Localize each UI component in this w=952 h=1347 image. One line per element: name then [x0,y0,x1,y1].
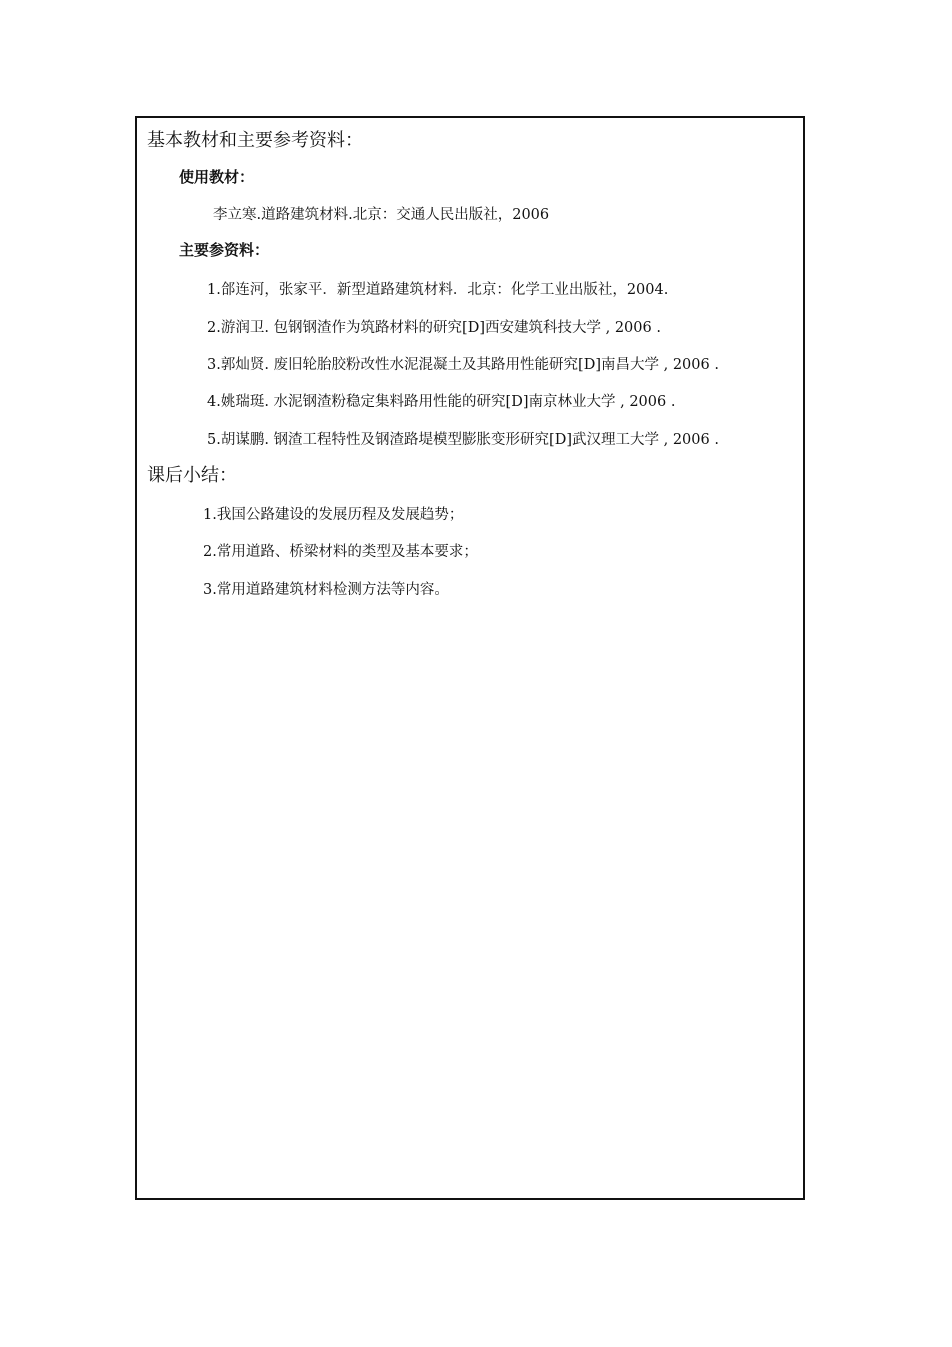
reference-item: 5.胡谋鹏. 钢渣工程特性及钢渣路堤模型膨胀变形研究[D]武汉理工大学 , 2006 . [207,432,719,448]
summary-item: 3.常用道路建筑材料检测方法等内容。 [203,582,449,598]
summary-title: 课后小结： [147,465,237,486]
reference-item: 4.姚瑞珽. 水泥钢渣粉稳定集料路用性能的研究[D]南京林业大学 , 2006 . [207,394,676,410]
summary-item: 1.我国公路建设的发展历程及发展趋势； [203,507,464,523]
reference-item: 2.游润卫. 包钢钢渣作为筑路材料的研究[D]西安建筑科技大学 , 2006 . [207,320,661,336]
reference-item: 3.郭灿贤. 废旧轮胎胶粉改性水泥混凝土及其路用性能研究[D]南昌大学 , 2006 . [207,357,719,373]
textbook-entry: 李立寒.道路建筑材料.北京：交通人民出版社，2006 [213,207,550,223]
reference-item: 1.郃连河，张家平．新型道路建筑材料．北京：化学工业出版社，2004. [207,282,669,298]
references-title: 基本教材和主要参考资料： [147,130,363,151]
main-refs-heading: 主要参资料： [179,241,270,259]
textbook-heading: 使用教材： [179,168,255,186]
content-frame [135,116,805,1200]
summary-item: 2.常用道路、桥梁材料的类型及基本要求； [203,544,478,560]
